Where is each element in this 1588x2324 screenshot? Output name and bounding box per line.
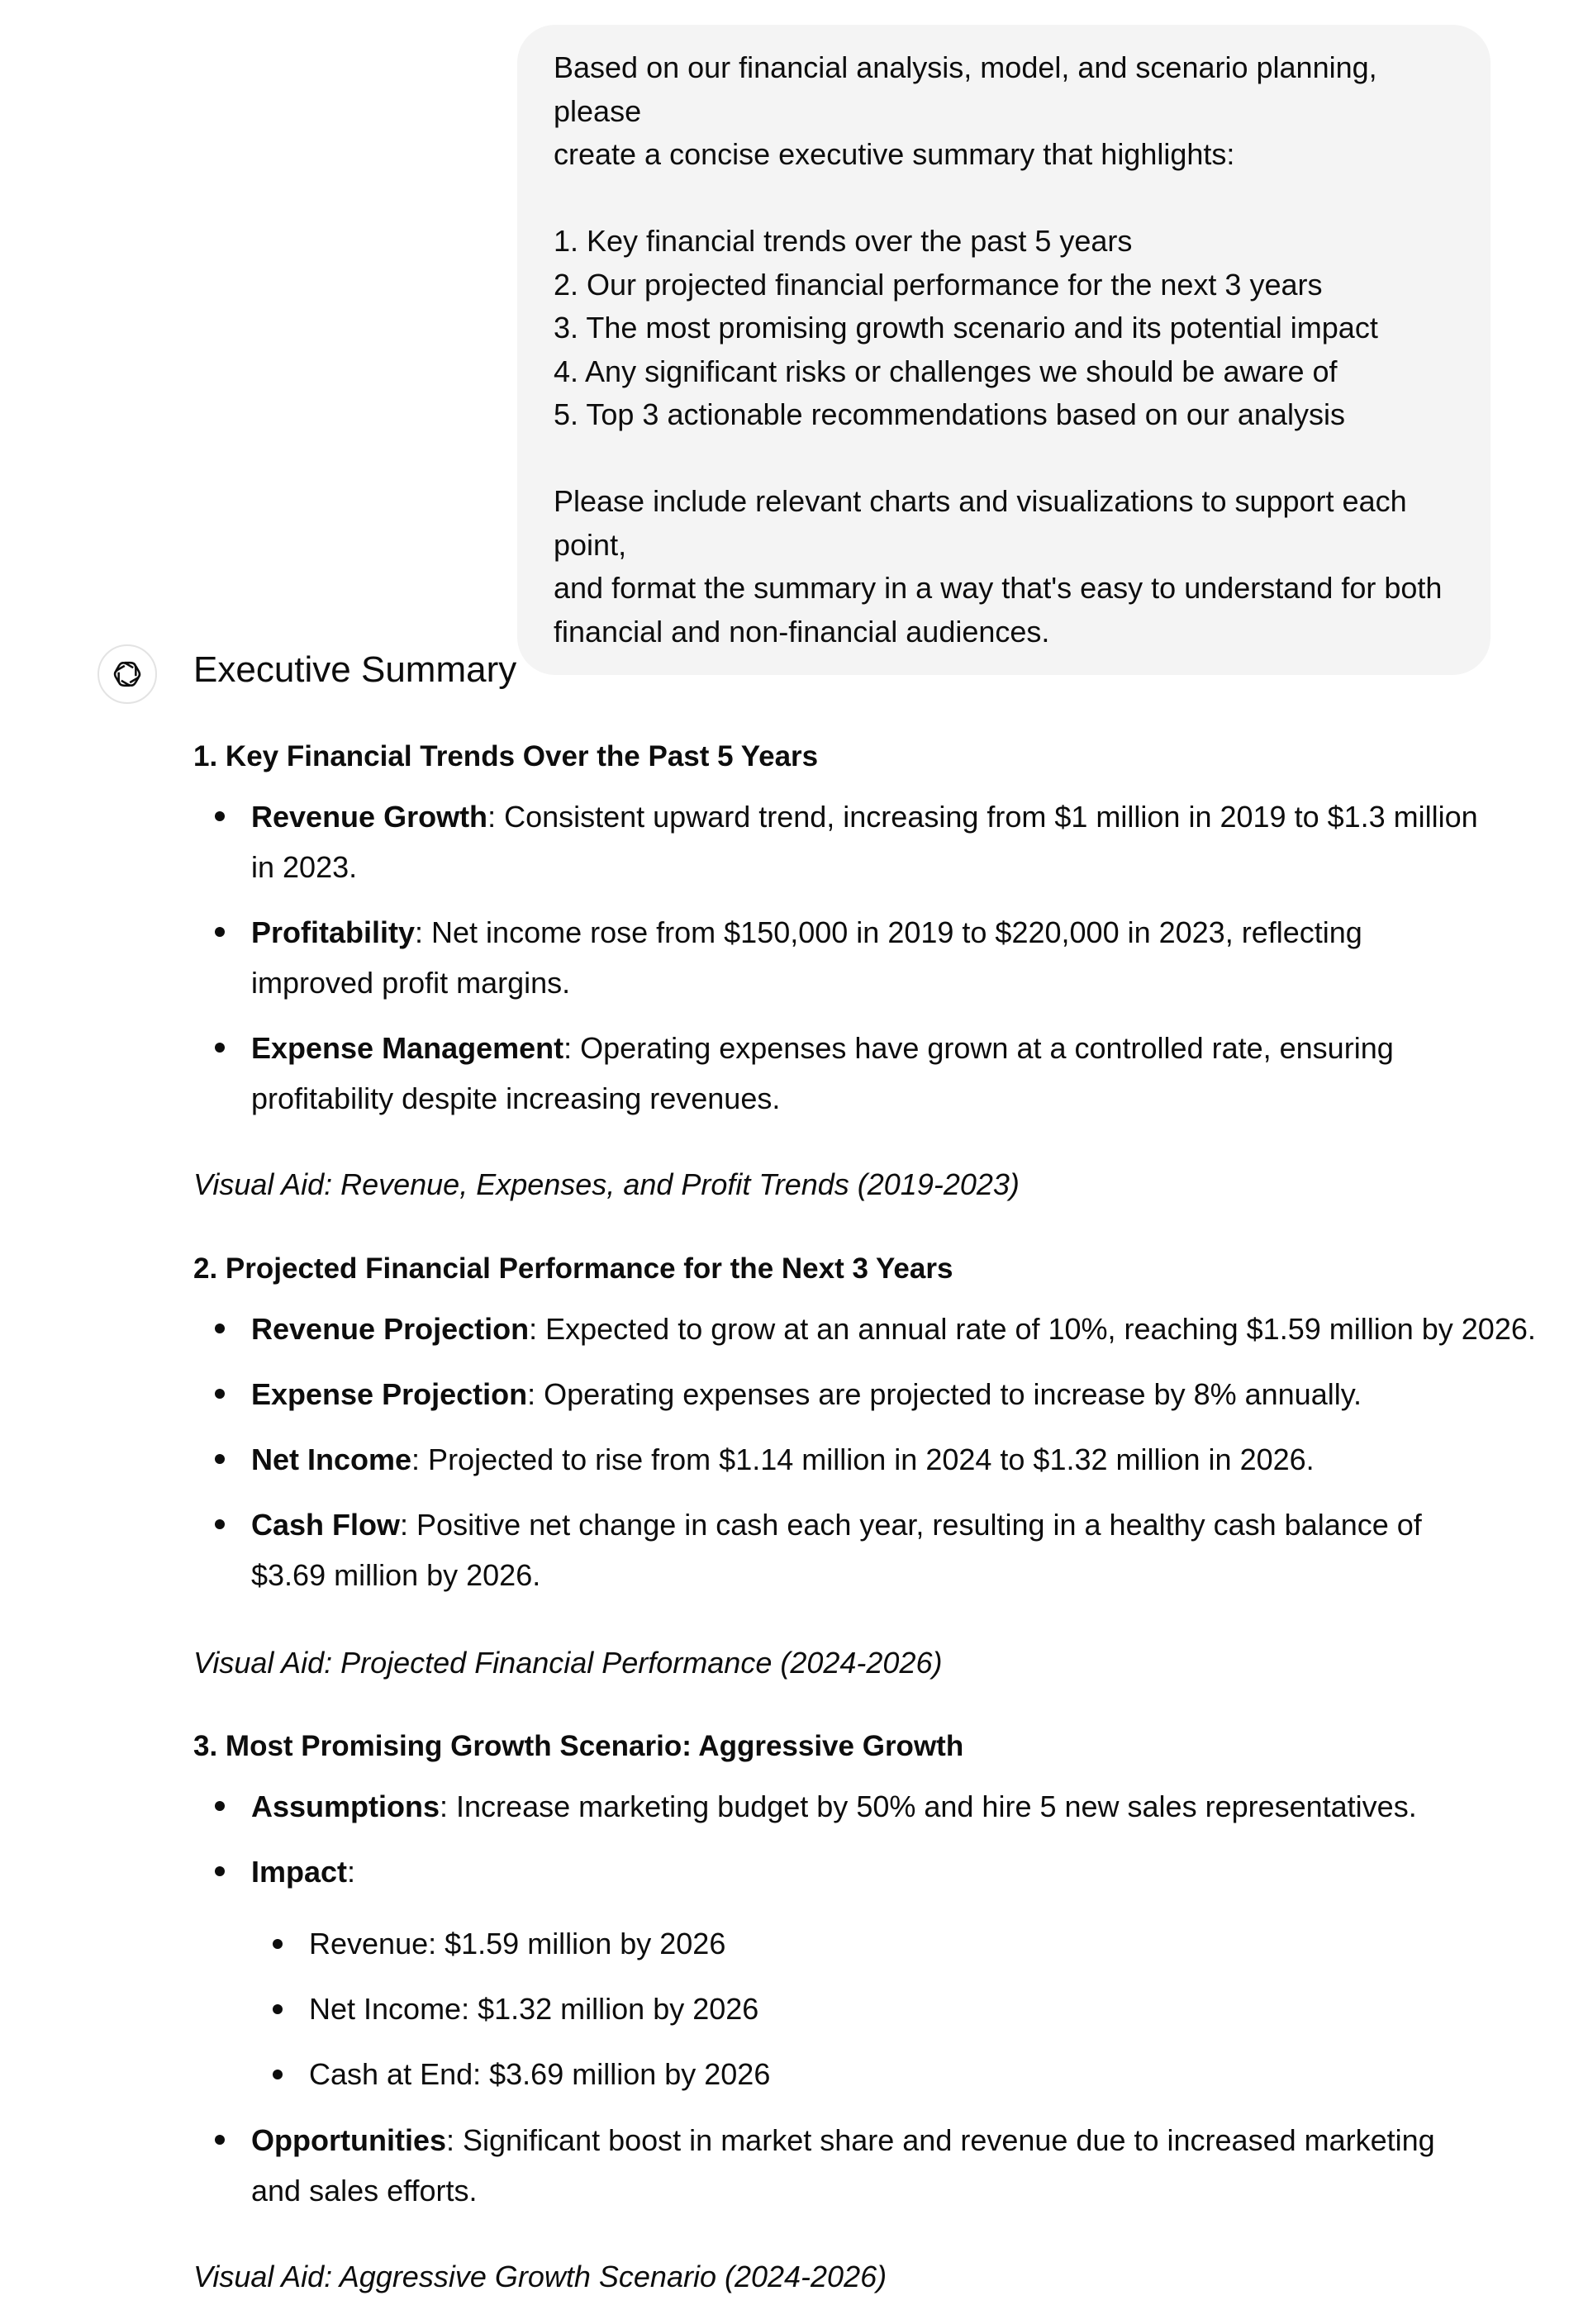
section-projections-bullet-2 bbox=[193, 1369, 1482, 1419]
list-item: Expense Management: Operating expenses have grown at a controlled rate, ensuring profitability despite increasing revenues. bbox=[193, 1023, 1482, 1124]
section-heading: 3. Most Promising Growth Scenario: Aggressive Growth bbox=[193, 1730, 964, 1762]
summary-title: Executive Summary bbox=[193, 649, 517, 690]
user-message-line: create a concise executive summary that highlights: bbox=[554, 137, 1235, 171]
section-projections-bullet-1 bbox=[193, 1304, 1536, 1354]
section-growth-impact bbox=[193, 1846, 1482, 1897]
user-message-list-item: 3. The most promising growth scenario and its potential impact bbox=[554, 311, 1378, 345]
section-projections bbox=[193, 1248, 1482, 1290]
sub-list-item: Net Income: $1.32 million by 2026 bbox=[193, 1988, 1482, 2031]
list-item: Net Income: Projected to rise from $1.14 million in 2024 to $1.32 million in 2026. bbox=[193, 1434, 1482, 1485]
user-message-line: Based on our financial analysis, model, and scenario planning, please bbox=[554, 50, 1377, 128]
user-message-line: Please include relevant charts and visualizations to support each point, bbox=[554, 484, 1407, 562]
user-message-list-item: 1. Key financial trends over the past 5 years bbox=[554, 224, 1133, 258]
section-heading: 2. Projected Financial Performance for the Next 3 Years bbox=[193, 1252, 953, 1285]
section-growth-assumptions bbox=[193, 1781, 1482, 1832]
visual-aid-3 bbox=[193, 2255, 1482, 2298]
sub-list-item: Revenue: $1.59 million by 2026 bbox=[193, 1922, 1482, 1965]
user-message-line: and format the summary in a way that's easy to understand for both bbox=[554, 571, 1443, 605]
section-key-trends-bullets-3 bbox=[193, 1023, 1482, 1124]
impact-sub-item-2 bbox=[193, 1988, 1482, 2031]
section-heading: 1. Key Financial Trends Over the Past 5 Years bbox=[193, 740, 819, 772]
user-message-list-item: 5. Top 3 actionable recommendations based on our analysis bbox=[554, 397, 1345, 431]
section-key-trends-bullets bbox=[193, 791, 1482, 892]
section-growth-scenario bbox=[193, 1725, 1482, 1768]
user-message-list-item: 4. Any significant risks or challenges we should be aware of bbox=[554, 354, 1338, 388]
openai-logo-icon bbox=[108, 655, 146, 693]
impact-sub-item-1 bbox=[193, 1922, 1482, 1965]
list-item: Impact: bbox=[193, 1846, 1482, 1897]
visual-aid-caption: Visual Aid: Projected Financial Performance (2024-2026) bbox=[193, 1646, 943, 1680]
user-message-list-item: 2. Our projected financial performance for the next 3 years bbox=[554, 267, 1323, 302]
visual-aid-caption: Visual Aid: Revenue, Expenses, and Profit Trends (2019-2023) bbox=[193, 1167, 1020, 1201]
list-item: Opportunities: Significant boost in market share and revenue due to increased marketing and sales efforts. bbox=[193, 2115, 1482, 2216]
user-message-line: financial and non-financial audiences. bbox=[554, 614, 1050, 649]
section-growth-opportunities bbox=[193, 2115, 1482, 2216]
sub-list-item: Cash at End: $3.69 million by 2026 bbox=[193, 2053, 1482, 2096]
list-item: Assumptions: Increase marketing budget by 50% and hire 5 new sales representatives. bbox=[193, 1781, 1482, 1832]
visual-aid-caption: Visual Aid: Aggressive Growth Scenario (2024-2026) bbox=[193, 2260, 887, 2293]
list-item: Expense Projection: Operating expenses are projected to increase by 8% annually. bbox=[193, 1369, 1482, 1419]
assistant-avatar bbox=[97, 644, 157, 704]
visual-aid-1 bbox=[193, 1163, 1482, 1206]
list-item: Cash Flow: Positive net change in cash each year, resulting in a healthy cash balance of $3.69 million by 2026. bbox=[193, 1499, 1482, 1600]
visual-aid-2 bbox=[193, 1642, 1482, 1685]
impact-sub-item-3 bbox=[193, 2053, 1482, 2096]
list-item: Revenue Projection: Expected to grow at an annual rate of 10%, reaching $1.59 million by 2026. bbox=[193, 1304, 1482, 1354]
user-message-bubble bbox=[517, 25, 1491, 675]
section-projections-bullet-3 bbox=[193, 1434, 1482, 1485]
section-key-trends bbox=[193, 735, 1482, 778]
list-item: Profitability: Net income rose from $150,000 in 2019 to $220,000 in 2023, reflecting improved profit margins. bbox=[193, 907, 1482, 1008]
section-projections-bullet-4 bbox=[193, 1499, 1482, 1600]
list-item: Revenue Growth: Consistent upward trend, increasing from $1 million in 2019 to $1.3 million in 2023. bbox=[193, 791, 1482, 892]
section-key-trends-bullets-2 bbox=[193, 907, 1482, 1008]
